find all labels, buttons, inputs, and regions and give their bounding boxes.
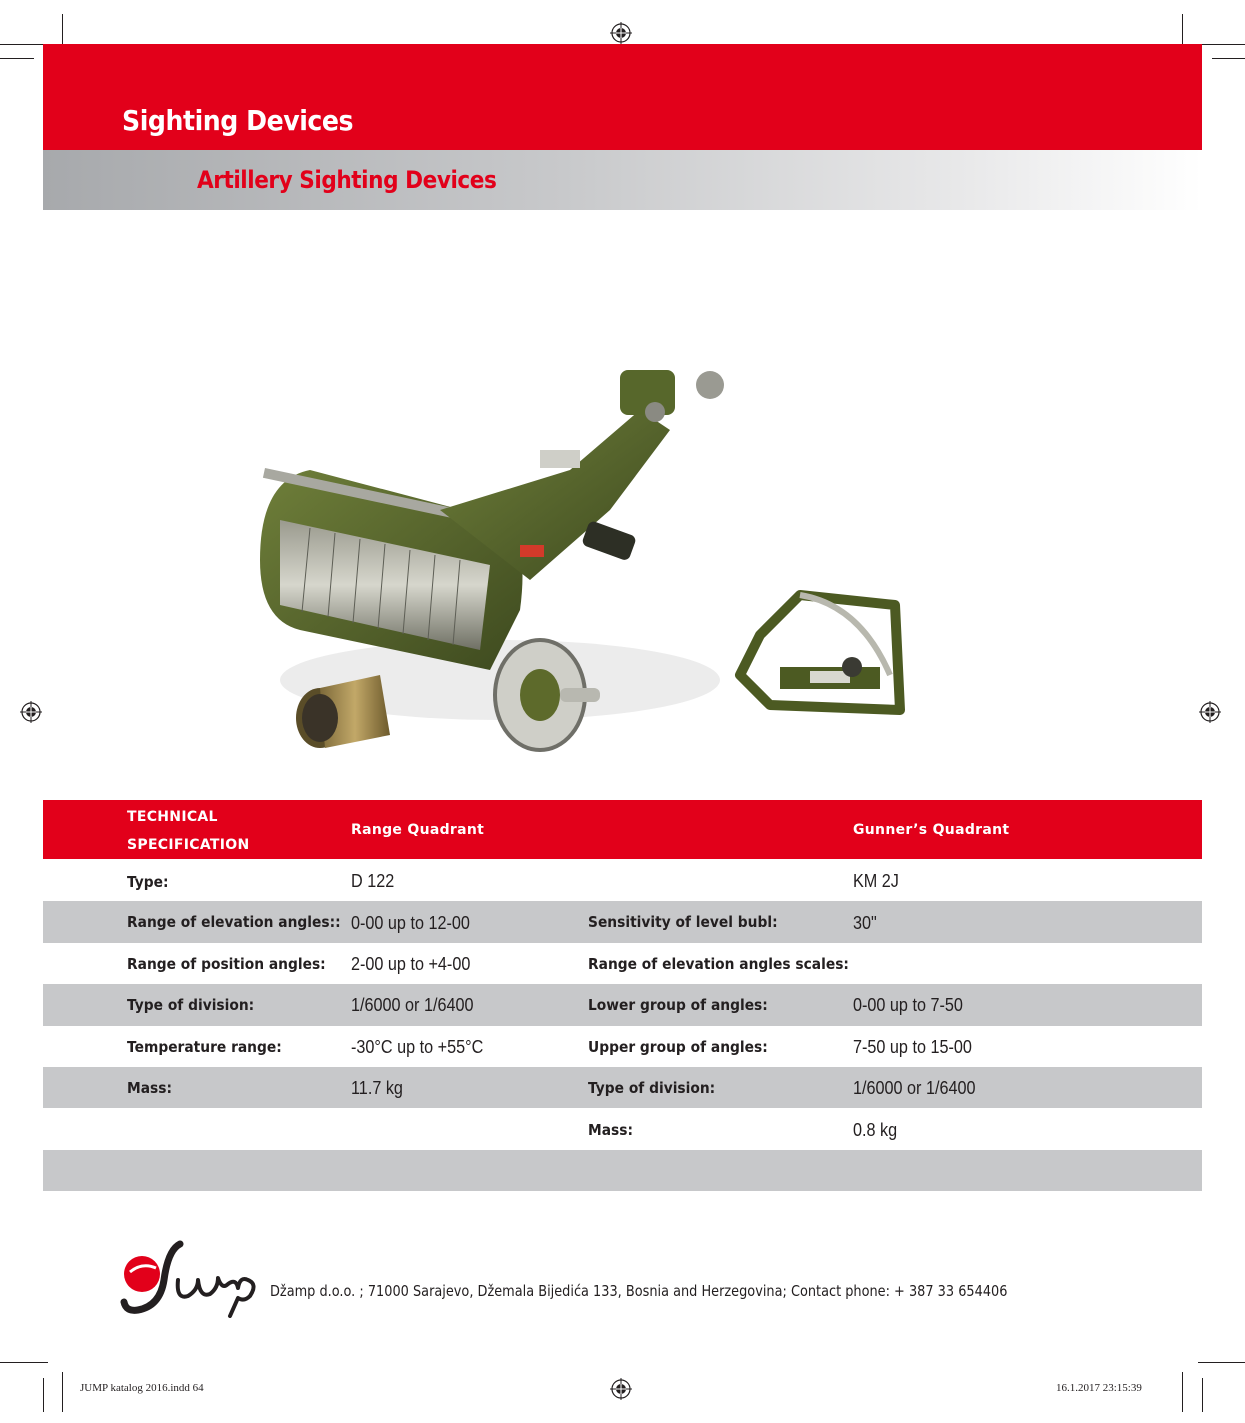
crop-mark (1202, 1378, 1203, 1412)
header-spec-line1: TECHNICAL (127, 809, 218, 825)
row-label-left: Temperature range: (127, 1038, 282, 1056)
registration-mark-icon (610, 22, 632, 44)
slug-timestamp: 16.1.2017 23:15:39 (1056, 1382, 1142, 1394)
header-gunners-quadrant: Gunner’s Quadrant (853, 822, 1010, 838)
registration-mark-icon (1199, 701, 1221, 723)
table-row (43, 901, 1202, 943)
row-label-right: Lower group of angles: (588, 996, 768, 1014)
table-row (43, 943, 1202, 984)
row-label-left: Mass: (127, 1079, 172, 1097)
crop-mark (0, 44, 48, 45)
row-value-left: 2-00 up to +4-00 (351, 954, 471, 974)
row-value-left: D 122 (351, 871, 395, 891)
row-value-left: 1/6000 or 1/6400 (351, 995, 474, 1015)
row-value-left: -30°C up to +55°C (351, 1037, 484, 1057)
table-header (43, 800, 1202, 859)
page-title: Sighting Devices (122, 104, 354, 137)
crop-mark (43, 1378, 44, 1412)
row-label-right: Upper group of angles: (588, 1038, 768, 1056)
table-row (43, 859, 1202, 901)
row-value-right: 0.8 kg (853, 1120, 898, 1140)
row-value-right: 0-00 up to 7-50 (853, 995, 963, 1015)
row-label-right: Range of elevation angles scales: (588, 955, 849, 973)
row-label-right: Sensitivity of level bubl: (588, 913, 778, 931)
section-title: Artillery Sighting Devices (197, 166, 497, 194)
row-value-right: 7-50 up to 15-00 (853, 1037, 972, 1057)
row-label-left: Type of division: (127, 996, 255, 1014)
header-spec-line2: SPECIFICATION (127, 837, 250, 853)
crop-mark (62, 14, 63, 48)
crop-mark (62, 1372, 63, 1412)
product-photo (240, 350, 940, 790)
jump-logo-text: Jump (118, 1240, 121, 1241)
table-row (43, 1026, 1202, 1067)
crop-mark (0, 1362, 48, 1363)
crop-mark (1182, 1372, 1183, 1412)
table-row (43, 984, 1202, 1026)
table-row (43, 1067, 1202, 1108)
row-label-left: Range of position angles: (127, 955, 326, 973)
row-label-left: Range of elevation angles:: (127, 913, 341, 931)
table-row (43, 1150, 1202, 1191)
crop-mark (1212, 58, 1245, 59)
crop-mark (1198, 44, 1245, 45)
row-value-right: 1/6000 or 1/6400 (853, 1078, 976, 1098)
row-value-left: 11.7 kg (351, 1078, 403, 1098)
row-label-left: Type: (127, 873, 169, 891)
table-row (43, 1108, 1202, 1150)
header-range-quadrant: Range Quadrant (351, 822, 485, 838)
crop-mark (1182, 14, 1183, 48)
crop-mark (0, 58, 34, 59)
registration-mark-icon (610, 1378, 632, 1400)
row-value-right: KM 2J (853, 871, 899, 891)
row-value-right: 30" (853, 913, 877, 933)
row-value-left: 0-00 up to 12-00 (351, 913, 470, 933)
company-address: Džamp d.o.o. ; 71000 Sarajevo, Džemala Bijedića 133, Bosnia and Herzegovina; Contact phone: + 387 33 654406 (270, 1282, 1008, 1300)
jump-logo-icon (118, 1240, 263, 1318)
registration-mark-icon (20, 701, 42, 723)
row-label-right: Mass: (588, 1121, 633, 1139)
slug-filename: JUMP katalog 2016.indd 64 (80, 1382, 204, 1394)
crop-mark (1198, 1362, 1245, 1363)
row-label-right: Type of division: (588, 1079, 716, 1097)
